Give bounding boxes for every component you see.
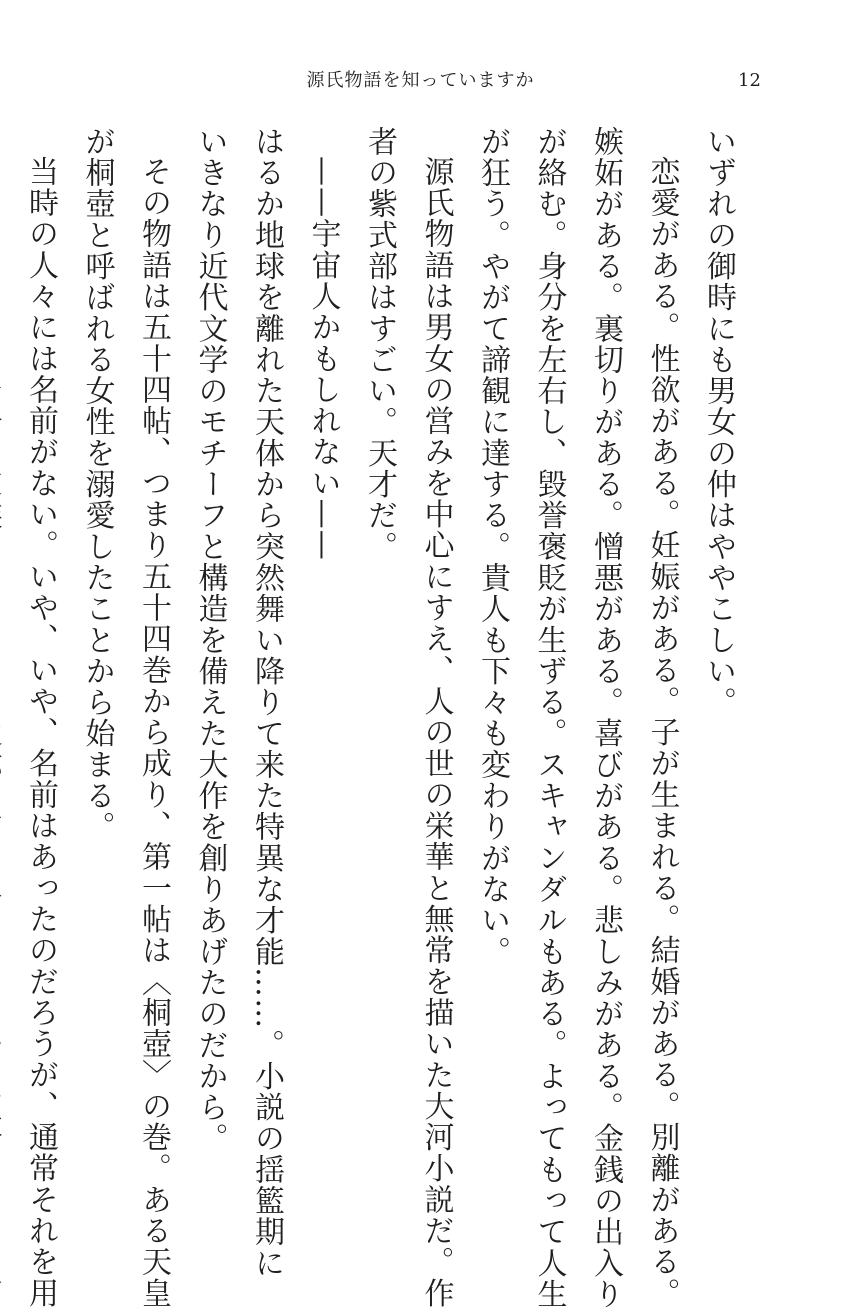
text-line: 者の紫式部はすごい。天才だ。 — [362, 126, 397, 563]
vertical-body-text — [23, 126, 746, 1310]
page-number: 12 — [738, 70, 761, 91]
text-line: その物語は五十四帖、つまり五十四巻から成り、第一帖は〈桐壺〉の巻。ある天皇 — [136, 156, 171, 1309]
text-line: が桐壺と呼ばれる女性を溺愛したことから始まる。 — [79, 126, 115, 843]
text-line: 恋愛がある。性欲がある。妊娠がある。子が生まれる。結婚がある。別離がある。 — [644, 156, 680, 1309]
text-line: ——宇宙人かもしれない—— — [305, 156, 341, 561]
text-line: いきなり近代文学のモチーフと構造を備えた大作を創りあげたのだから。 — [192, 126, 228, 1154]
text-line: 源氏物語は男女の営みを中心にすえ、人の世の栄華と無常を描いた大河小説だ。作 — [418, 156, 454, 1309]
text-line: が絡む。身分を左右し、毀誉褒貶が生ずる。スキャンダルもある。よってもって人生 — [531, 126, 567, 1310]
running-header-title: 源氏物語を知っていますか — [306, 70, 535, 91]
text-line: 当時の人々には名前がない。いや、いや、名前はあったのだろうが、通常それを用 — [23, 156, 58, 1309]
text-line: いずれの御時にも男女の仲はややこしい。 — [701, 126, 736, 718]
text-line: が狂う。やがて諦観に達する。貴人も下々も変わりがない。 — [475, 126, 510, 968]
text-line: はるか地球を離れた天体から突然舞い降りて来た特異な才能……。小説の揺籃期に — [249, 126, 284, 1279]
text-line: 嫉妬がある。裏切りがある。憎悪がある。喜びがある。悲しみがある。金銭の出入り — [588, 126, 623, 1310]
text-line — [0, 126, 12, 1106]
